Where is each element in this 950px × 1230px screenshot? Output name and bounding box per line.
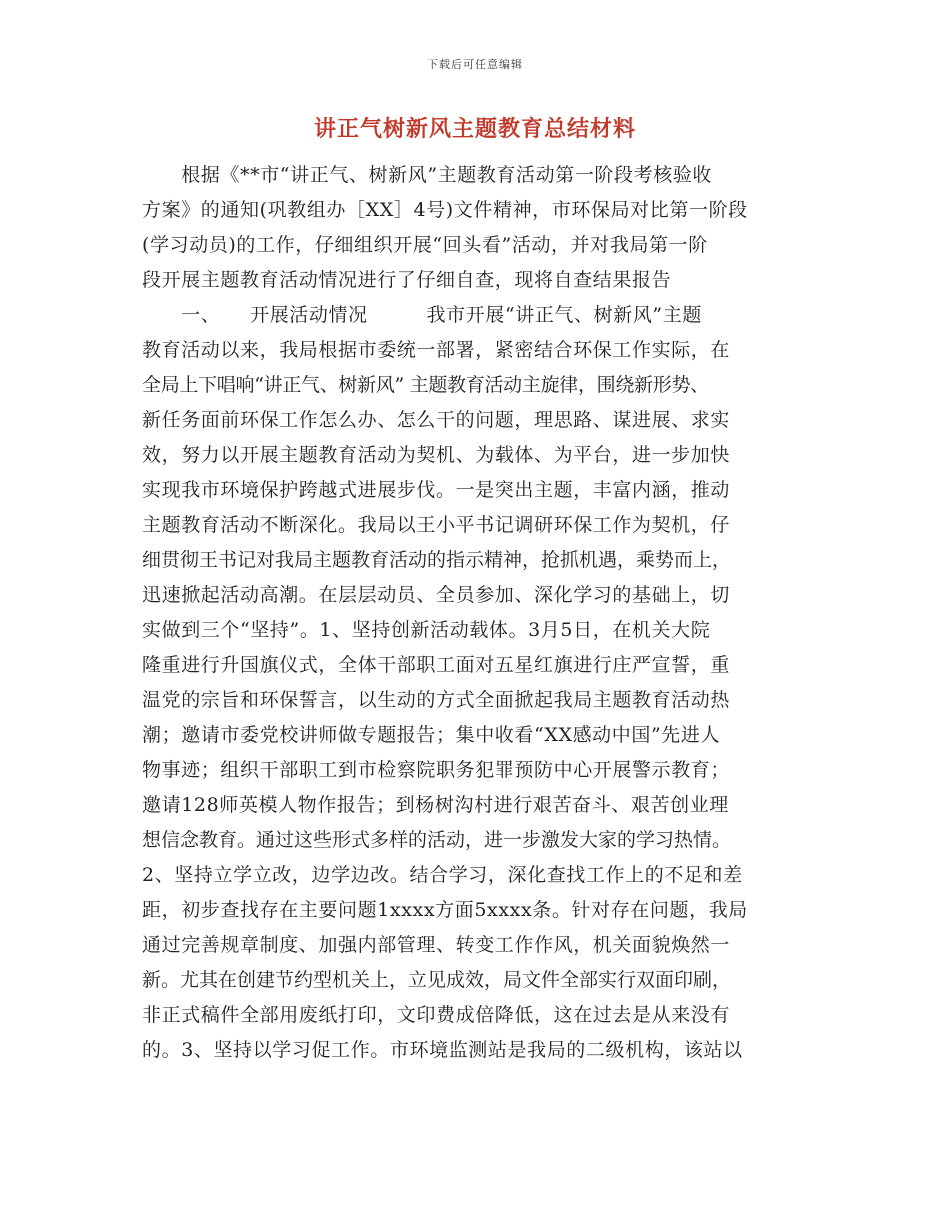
body-line: 全局上下唱响“讲正气、树新风” 主题教育活动主旋律，围绕新形势、: [142, 374, 709, 396]
body-line: 物事迹；组织干部职工到市检察院职务犯罪预防中心开展警示教育；: [142, 759, 731, 781]
body-line: 非正式稿件全部用废纸打印，文印费成倍降低，这在过去是从来没有: [142, 1004, 731, 1026]
body-line: 实做到三个“坚持”。1、坚持创新活动载体。3月5日，在机关大院: [142, 619, 711, 641]
body-line: 根据《**市“讲正气、树新风”主题教育活动第一阶段考核验收: [142, 164, 713, 186]
body-line: 段开展主题教育活动情况进行了仔细自查，现将自查结果报告: [142, 269, 672, 291]
page-header-note: 下载后可任意编辑: [427, 58, 523, 71]
body-line: 潮；邀请市委党校讲师做专题报告；集中收看“XX感动中国”先进人: [142, 724, 721, 746]
body-line: 的。3、坚持以学习促工作。市环境监测站是我局的二级机构，该站以: [142, 1039, 743, 1061]
document-body: [142, 158, 822, 1068]
body-line: 新。尤其在创建节约型机关上，立见成效，局文件全部实行双面印刷，: [142, 969, 732, 991]
body-line: 细贯彻王书记对我局主题教育活动的指示精神，抢抓机遇，乘势而上，: [142, 549, 732, 571]
body-line: 通过完善规章制度、加强内部管理、转变工作作风，机关面貌焕然一: [142, 934, 731, 956]
document-title: 讲正气树新风主题教育总结材料: [313, 117, 636, 142]
body-line: 迅速掀起活动高潮。在层层动员、全员参加、深化学习的基础上，切: [142, 584, 731, 606]
body-line: 效，努力以开展主题教育活动为契机、为载体、为平台，进一步加快: [142, 444, 731, 466]
body-line: 邀请128师英模人物作报告；到杨树沟村进行艰苦奋斗、艰苦创业理: [142, 794, 729, 816]
body-line: 一、 开展活动情况 我市开展“讲正气、树新风”主题: [142, 304, 702, 326]
body-line: 实现我市环境保护跨越式进展步伐。一是突出主题，丰富内涵，推动: [142, 479, 731, 501]
body-line: 2、坚持立学立改，边学边改。结合学习，深化查找工作上的不足和差: [142, 864, 743, 886]
body-line: 主题教育活动不断深化。我局以王小平书记调研环保工作为契机，仔: [142, 514, 731, 536]
body-line: 隆重进行升国旗仪式，全体干部职工面对五星红旗进行庄严宣誓，重: [142, 654, 731, 676]
body-line: 教育活动以来，我局根据市委统一部署，紧密结合环保工作实际，在: [142, 339, 731, 361]
body-line: 距，初步查找存在主要问题1xxxx方面5xxxx条。针对存在问题，我局: [142, 899, 748, 921]
body-line: 新任务面前环保工作怎么办、怎么干的问题，理思路、谋进展、求实: [142, 409, 731, 431]
body-line: 温党的宗旨和环保誓言，以生动的方式全面掀起我局主题教育活动热: [142, 689, 731, 711]
body-line: 方案》的通知(巩教组办［XX］4号)文件精神，市环保局对比第一阶段: [142, 199, 748, 221]
body-line: 想信念教育。通过这些形式多样的活动，进一步激发大家的学习热情。: [142, 829, 732, 851]
body-line: (学习动员)的工作，仔细组织开展“回头看”活动，并对我局第一阶: [142, 234, 708, 256]
